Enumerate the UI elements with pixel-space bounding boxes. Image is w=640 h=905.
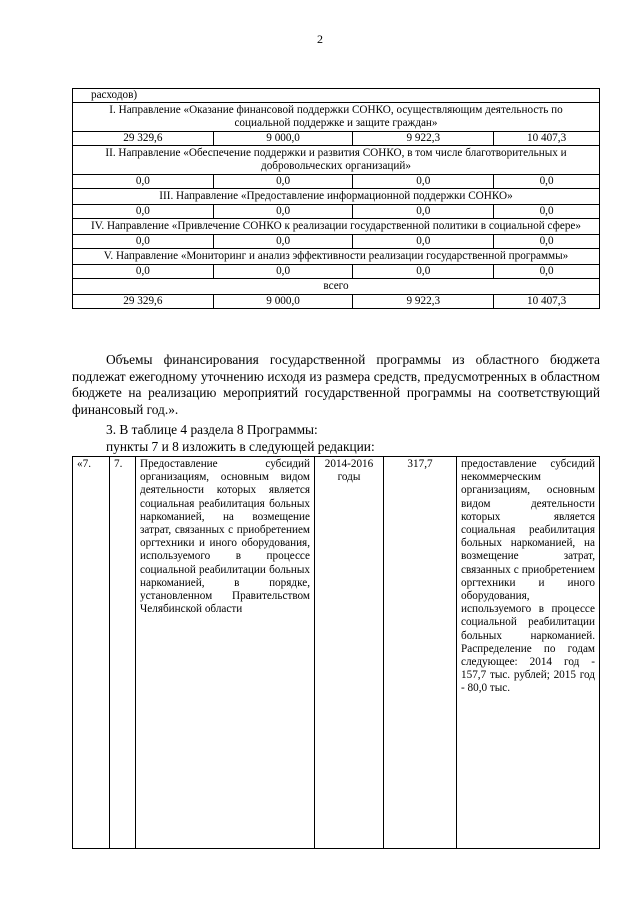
amount-cell: 9 922,3 (353, 295, 494, 309)
amount-cell: 0,0 (353, 235, 494, 249)
amount-cell: 0,0 (353, 205, 494, 219)
financing-note-paragraph: Объемы финансирования государственной программы из областного бюджета подлежат ежегодному уточнению исходя из размера средств, предусмотренных в областном бюджете на реализацию мероприятий государственной программы на соответствующий финансовый год.». (72, 352, 600, 417)
amount-cell: 0,0 (213, 235, 353, 249)
section-header-cell: V. Направление «Мониторинг и анализ эффективности реализации государственной программы» (73, 249, 600, 265)
section-header-cell: II. Направление «Обеспечение поддержки и развития СОНКО, в том числе благотворительных и добровольческих организаций» (73, 146, 600, 175)
amount-cell: 0,0 (73, 265, 214, 279)
amendment-paragraph (106, 422, 600, 455)
table-row (73, 146, 600, 175)
amount-cell: 29 329,6 (73, 132, 214, 146)
table-row (73, 219, 600, 235)
table-row (73, 205, 600, 219)
amount-cell: 0,0 (73, 175, 214, 189)
amount-cell: 0,0 (494, 205, 600, 219)
continuation-cell: расходов) (73, 89, 600, 103)
opening-quote-cell: «7. (73, 457, 110, 849)
table-row (73, 189, 600, 205)
amount-cell: 0,0 (213, 205, 353, 219)
measures-table (72, 456, 600, 849)
table-row (73, 265, 600, 279)
section-header-cell: I. Направление «Оказание финансовой поддержки СОНКО, осуществляющим деятельность по социальной поддержке и защите граждан» (73, 103, 600, 132)
amount-cell: 9 000,0 (213, 295, 353, 309)
page-number: 2 (317, 32, 323, 46)
table-row (73, 103, 600, 132)
amount-cell: 0,0 (353, 175, 494, 189)
amount-cell: 0,0 (73, 205, 214, 219)
amount-cell: 10 407,3 (494, 295, 600, 309)
table-row (73, 279, 600, 295)
amount-cell: 0,0 (213, 265, 353, 279)
period-cell: 2014-2016 годы (315, 457, 384, 849)
table-row (73, 132, 600, 146)
section-header-cell: IV. Направление «Привлечение СОНКО к реализации государственной политики в социальной сфере» (73, 219, 600, 235)
amendment-line-2: пункты 7 и 8 изложить в следующей редакции: (106, 438, 375, 454)
amount-cell: 0,0 (353, 265, 494, 279)
amount-cell: 9 000,0 (213, 132, 353, 146)
amount-cell: 0,0 (213, 175, 353, 189)
table-row (73, 295, 600, 309)
table-row (73, 249, 600, 265)
amendment-line-1: 3. В таблице 4 раздела 8 Программы: (106, 422, 318, 437)
item-number-cell: 7. (110, 457, 136, 849)
amount-cell: 317,7 (384, 457, 457, 849)
section-header-cell: III. Направление «Предоставление информационной поддержки СОНКО» (73, 189, 600, 205)
table-row (73, 457, 600, 849)
amount-cell: 10 407,3 (494, 132, 600, 146)
amount-cell: 0,0 (494, 175, 600, 189)
amount-cell: 0,0 (494, 235, 600, 249)
amount-cell: 9 922,3 (353, 132, 494, 146)
amount-cell: 0,0 (494, 265, 600, 279)
amount-cell: 29 329,6 (73, 295, 214, 309)
table-row (73, 235, 600, 249)
activity-cell: Предоставление субсидий организациям, основным видом деятельности которых является социальная реабилитация больных наркоманией, на возмещение затрат, связанных с приобретением оргтехники и иного оборудования, используемого в процессе социальной реабилитации больных наркоманией, в порядке, установленном Правительством Челябинской области (136, 457, 315, 849)
table-row (73, 175, 600, 189)
section-header-cell: всего (73, 279, 600, 295)
table-row (73, 89, 600, 103)
result-cell: предоставление субсидий некоммерческим организациям, основным видом деятельности которых является социальная реабилитация больных наркоманией, на возмещение затрат, связанных с приобретением оргтехники и иного оборудования, используемого в процессе социальной реабилитации больных наркоманией. Распределение по годам следующее: 2014 год - 157,7 тыс. рублей; 2015 год - 80,0 тыс. (457, 457, 600, 849)
financing-table (72, 88, 600, 309)
amount-cell: 0,0 (73, 235, 214, 249)
